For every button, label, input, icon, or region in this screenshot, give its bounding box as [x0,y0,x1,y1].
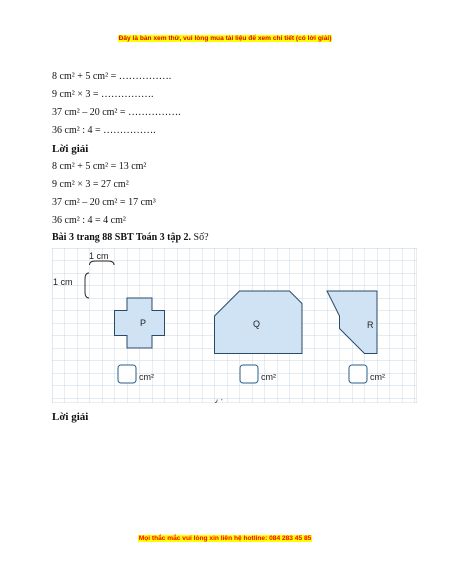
label-1cm-top: 1 cm [89,251,109,261]
answer-box-q[interactable] [240,365,258,383]
exercise-line-1: 8 cm² + 5 cm² = ……………. [52,71,172,82]
solution-line-1: 8 cm² + 5 cm² = 13 cm² [52,161,147,172]
task-prompt: Số? [193,232,209,243]
footer-hotline-banner [0,535,450,542]
exercise-line-3: 37 cm² – 20 cm² = ……………. [52,107,181,118]
shape-q-label: Q [253,319,261,329]
stray-mark: ٠ ٫ [215,395,224,404]
task-title: Bài 3 trang 88 SBT Toán 3 tập 2. [52,232,192,243]
grid-figure-svg [52,248,417,403]
label-1cm-left: 1 cm [53,277,73,287]
answer-box-r[interactable] [349,365,367,383]
solution-line-3: 37 cm² – 20 cm² = 17 cm³ [52,197,156,208]
exercise-line-2: 9 cm² × 3 = ……………. [52,89,154,100]
exercise-line-4: 36 cm² : 4 = ……………. [52,125,156,136]
task-heading [52,232,209,243]
preview-notice-text: Đây là bản xem thử, vui lòng mua tài liệu để xem chi tiết (có lời giải) [118,35,332,42]
answer-unit-q: cm² [261,372,276,382]
solution-line-4: 36 cm² : 4 = 4 cm² [52,215,126,226]
solution-heading: Lời giải [52,143,89,155]
area-figure [52,248,417,403]
answer-box-p[interactable] [118,365,136,383]
answer-unit-r: cm² [370,372,385,382]
solution-line-2: 9 cm² × 3 = 27 cm² [52,179,129,190]
preview-notice-banner [0,35,450,42]
answer-unit-p: cm² [139,372,154,382]
shape-r-label: R [367,320,374,330]
footer-hotline-text: Mọi thắc mắc vui lòng xin liên hệ hotline: 084 283 45 85 [138,535,312,542]
shape-p-label: P [140,318,147,328]
solution-heading-2: Lời giải [52,411,89,423]
